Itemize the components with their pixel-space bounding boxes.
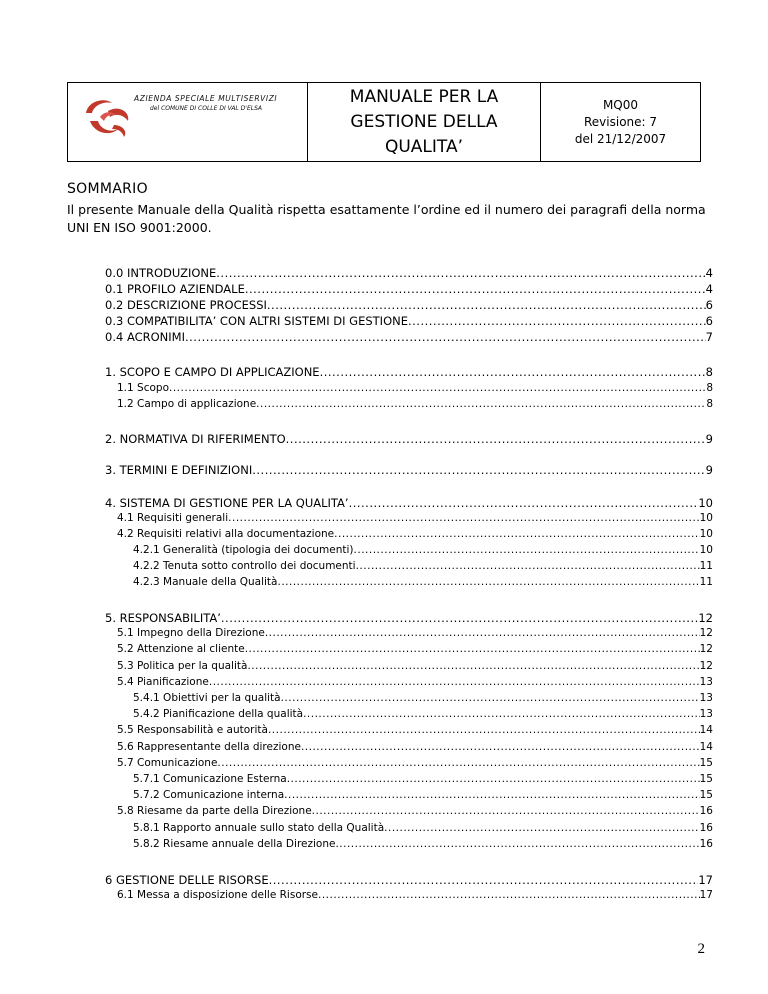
toc-entry[interactable] — [133, 560, 713, 572]
toc-entry-page: 11 — [699, 576, 713, 588]
toc-entry[interactable] — [117, 757, 713, 769]
toc-entry-page: 15 — [699, 773, 713, 785]
page-number: 2 — [697, 941, 705, 957]
toc-entry-page: 9 — [705, 463, 713, 477]
toc-entry[interactable] — [133, 544, 713, 556]
toc-entry-label: 3. TERMINI E DEFINIZIONI — [105, 463, 253, 477]
toc-entry[interactable] — [117, 643, 713, 655]
logo-company-subtitle: del COMUNE DI COLLE DI VAL D'ELSA — [150, 105, 262, 112]
toc-entry-label: 5. RESPONSABILITA’ — [105, 611, 221, 625]
toc-entry-page: 8 — [705, 365, 713, 379]
toc-entry-label: 5.4.2 Pianificazione della qualità — [133, 708, 304, 720]
toc-dot-leader — [320, 365, 706, 379]
toc-entry[interactable] — [117, 627, 713, 639]
toc-entry-label: 5.7.1 Comunicazione Esterna — [133, 773, 287, 785]
toc-entry[interactable] — [105, 330, 713, 344]
toc-entry-page: 10 — [699, 528, 713, 540]
toc-entry-page: 10 — [699, 544, 713, 556]
toc-entry-label: 5.7.2 Comunicazione interna — [133, 789, 285, 801]
document-meta-cell — [541, 83, 700, 161]
toc-entry-label: 4.1 Requisiti generali — [117, 512, 229, 524]
toc-entry-label: 5.6 Rappresentante della direzione — [117, 741, 301, 753]
toc-entry[interactable] — [133, 692, 713, 704]
toc-dot-leader — [301, 741, 700, 753]
summary-heading: SOMMARIO — [67, 181, 148, 197]
document-code: MQ00 — [602, 97, 639, 112]
toc-dot-leader — [217, 757, 699, 769]
toc-entry[interactable] — [105, 298, 713, 312]
toc-dot-leader — [245, 643, 700, 655]
toc-entry[interactable] — [117, 741, 713, 753]
company-logo-icon — [78, 91, 138, 143]
toc-entry-page: 13 — [699, 676, 713, 688]
toc-dot-leader — [265, 627, 700, 639]
toc-entry[interactable] — [133, 576, 713, 588]
toc-entry-label: 5.1 Impegno della Direzione — [117, 627, 265, 639]
toc-entry-page: 13 — [699, 708, 713, 720]
toc-entry-label: 0.0 INTRODUZIONE — [105, 266, 217, 280]
toc-dot-leader — [284, 789, 699, 801]
toc-entry[interactable] — [105, 496, 713, 510]
document-header-table — [67, 82, 701, 162]
toc-dot-leader — [252, 463, 705, 477]
toc-dot-leader — [312, 805, 700, 817]
toc-entry-label: 4. SISTEMA DI GESTIONE PER LA QUALITA’ — [105, 496, 349, 510]
toc-entry-page: 4 — [705, 266, 713, 280]
toc-entry-page: 7 — [705, 330, 713, 344]
toc-entry-label: 5.2 Attenzione al cliente — [117, 643, 245, 655]
toc-dot-leader — [247, 660, 699, 672]
toc-entry-label: 5.7 Comunicazione — [117, 757, 218, 769]
toc-entry-label: 6.1 Messa a disposizione delle Risorse — [117, 889, 318, 901]
document-date: del 21/12/2007 — [574, 131, 667, 146]
toc-entry-page: 8 — [706, 398, 713, 410]
toc-entry-label: 5.3 Politica per la qualità — [117, 660, 248, 672]
toc-dot-leader — [335, 838, 699, 850]
toc-dot-leader — [169, 382, 706, 394]
logo-company-name: AZIENDA SPECIALE MULTISERVIZI — [134, 94, 278, 103]
document-title: MANUALE PER LA GESTIONE DELLA QUALITA’ — [349, 86, 499, 157]
toc-dot-leader — [228, 512, 699, 524]
toc-dot-leader — [216, 266, 705, 280]
toc-entry-page: 14 — [699, 724, 713, 736]
toc-entry[interactable] — [117, 398, 713, 410]
toc-entry-label: 4.2.3 Manuale della Qualità — [133, 576, 278, 588]
toc-entry-page: 11 — [699, 560, 713, 572]
toc-entry-label: 6 GESTIONE DELLE RISORSE — [105, 873, 269, 887]
toc-dot-leader — [318, 889, 700, 901]
toc-dot-leader — [349, 496, 699, 510]
toc-entry[interactable] — [133, 822, 713, 834]
toc-entry-label: 0.4 ACRONIMI — [105, 330, 185, 344]
toc-entry[interactable] — [133, 838, 713, 850]
toc-entry[interactable] — [117, 724, 713, 736]
toc-entry[interactable] — [117, 889, 713, 901]
toc-entry-label: 5.8.2 Riesame annuale della Direzione — [133, 838, 336, 850]
toc-dot-leader — [287, 773, 700, 785]
toc-entry[interactable] — [105, 266, 713, 280]
toc-entry-label: 2. NORMATIVA DI RIFERIMENTO — [105, 432, 286, 446]
toc-entry-label: 5.4.1 Obiettivi per la qualità — [133, 692, 281, 704]
toc-dot-leader — [185, 330, 706, 344]
toc-entry[interactable] — [133, 708, 713, 720]
toc-entry[interactable] — [105, 282, 713, 296]
toc-dot-leader — [267, 298, 706, 312]
toc-dot-leader — [269, 873, 699, 887]
toc-entry-label: 4.2.1 Generalità (tipologia dei documenti) — [133, 544, 354, 556]
toc-dot-leader — [221, 611, 698, 625]
toc-dot-leader — [281, 692, 700, 704]
toc-entry-page: 15 — [699, 789, 713, 801]
toc-entry-label: 1. SCOPO E CAMPO DI APPLICAZIONE — [105, 365, 320, 379]
toc-entry[interactable] — [105, 611, 713, 625]
toc-dot-leader — [245, 282, 706, 296]
toc-dot-leader — [408, 314, 706, 328]
toc-dot-leader — [334, 528, 699, 540]
toc-entry-page: 10 — [698, 496, 713, 510]
toc-entry-page: 12 — [699, 643, 713, 655]
title-cell — [308, 83, 541, 161]
toc-entry-label: 4.2 Requisiti relativi alla documentazione — [117, 528, 335, 540]
toc-entry-page: 8 — [706, 382, 713, 394]
toc-entry-page: 17 — [699, 889, 713, 901]
toc-entry-page: 13 — [699, 692, 713, 704]
toc-entry-label: 5.8 Riesame da parte della Direzione — [117, 805, 312, 817]
toc-entry-page: 15 — [699, 757, 713, 769]
toc-dot-leader — [277, 576, 699, 588]
toc-entry-page: 6 — [705, 298, 713, 312]
toc-entry-page: 17 — [698, 873, 713, 887]
document-revision: Revisione: 7 — [583, 114, 658, 129]
toc-entry-page: 9 — [705, 432, 713, 446]
toc-entry[interactable] — [117, 676, 713, 688]
toc-entry-page: 12 — [698, 611, 713, 625]
toc-entry-page: 14 — [699, 741, 713, 753]
toc-entry-page: 12 — [699, 627, 713, 639]
toc-dot-leader — [356, 560, 700, 572]
toc-entry[interactable] — [133, 773, 713, 785]
toc-dot-leader — [209, 676, 700, 688]
toc-entry-label: 0.2 DESCRIZIONE PROCESSI — [105, 298, 267, 312]
toc-entry-label: 4.2.2 Tenuta sotto controllo dei documenti — [133, 560, 356, 572]
toc-entry-page: 16 — [699, 838, 713, 850]
toc-entry-page: 10 — [699, 512, 713, 524]
toc-entry-page: 12 — [699, 660, 713, 672]
toc-entry[interactable] — [117, 512, 713, 524]
toc-entry[interactable] — [117, 805, 713, 817]
toc-dot-leader — [268, 724, 700, 736]
toc-entry[interactable] — [105, 873, 713, 887]
toc-entry-label: 5.8.1 Rapporto annuale sullo stato della Qualità — [133, 822, 385, 834]
toc-entry-label: 5.4 Pianificazione — [117, 676, 209, 688]
toc-entry[interactable] — [117, 382, 713, 394]
toc-dot-leader — [303, 708, 700, 720]
toc-entry-label: 1.2 Campo di applicazione — [117, 398, 257, 410]
toc-entry[interactable] — [117, 528, 713, 540]
toc-entry[interactable] — [133, 789, 713, 801]
toc-dot-leader — [256, 398, 706, 410]
toc-entry[interactable] — [117, 660, 713, 672]
company-logo-cell — [68, 83, 308, 161]
toc-entry-page: 6 — [705, 314, 713, 328]
toc-dot-leader — [354, 544, 700, 556]
toc-entry-label: 0.1 PROFILO AZIENDALE — [105, 282, 245, 296]
toc-entry-page: 16 — [699, 805, 713, 817]
toc-entry[interactable] — [105, 314, 713, 328]
toc-entry[interactable] — [105, 432, 713, 446]
toc-entry-label: 1.1 Scopo — [117, 382, 169, 394]
toc-dot-leader — [384, 822, 699, 834]
toc-dot-leader — [286, 432, 706, 446]
toc-entry[interactable] — [105, 365, 713, 379]
toc-entry[interactable] — [105, 463, 713, 477]
toc-entry-page: 16 — [699, 822, 713, 834]
toc-entry-label: 0.3 COMPATIBILITA’ CON ALTRI SISTEMI DI GESTIONE — [105, 314, 408, 328]
toc-entry-page: 4 — [705, 282, 713, 296]
intro-paragraph: Il presente Manuale della Qualità rispetta esattamente l’ordine ed il numero dei paragrafi della norma UNI EN ISO 9001:2000. — [67, 202, 706, 235]
toc-entry-label: 5.5 Responsabilità e autorità — [117, 724, 268, 736]
